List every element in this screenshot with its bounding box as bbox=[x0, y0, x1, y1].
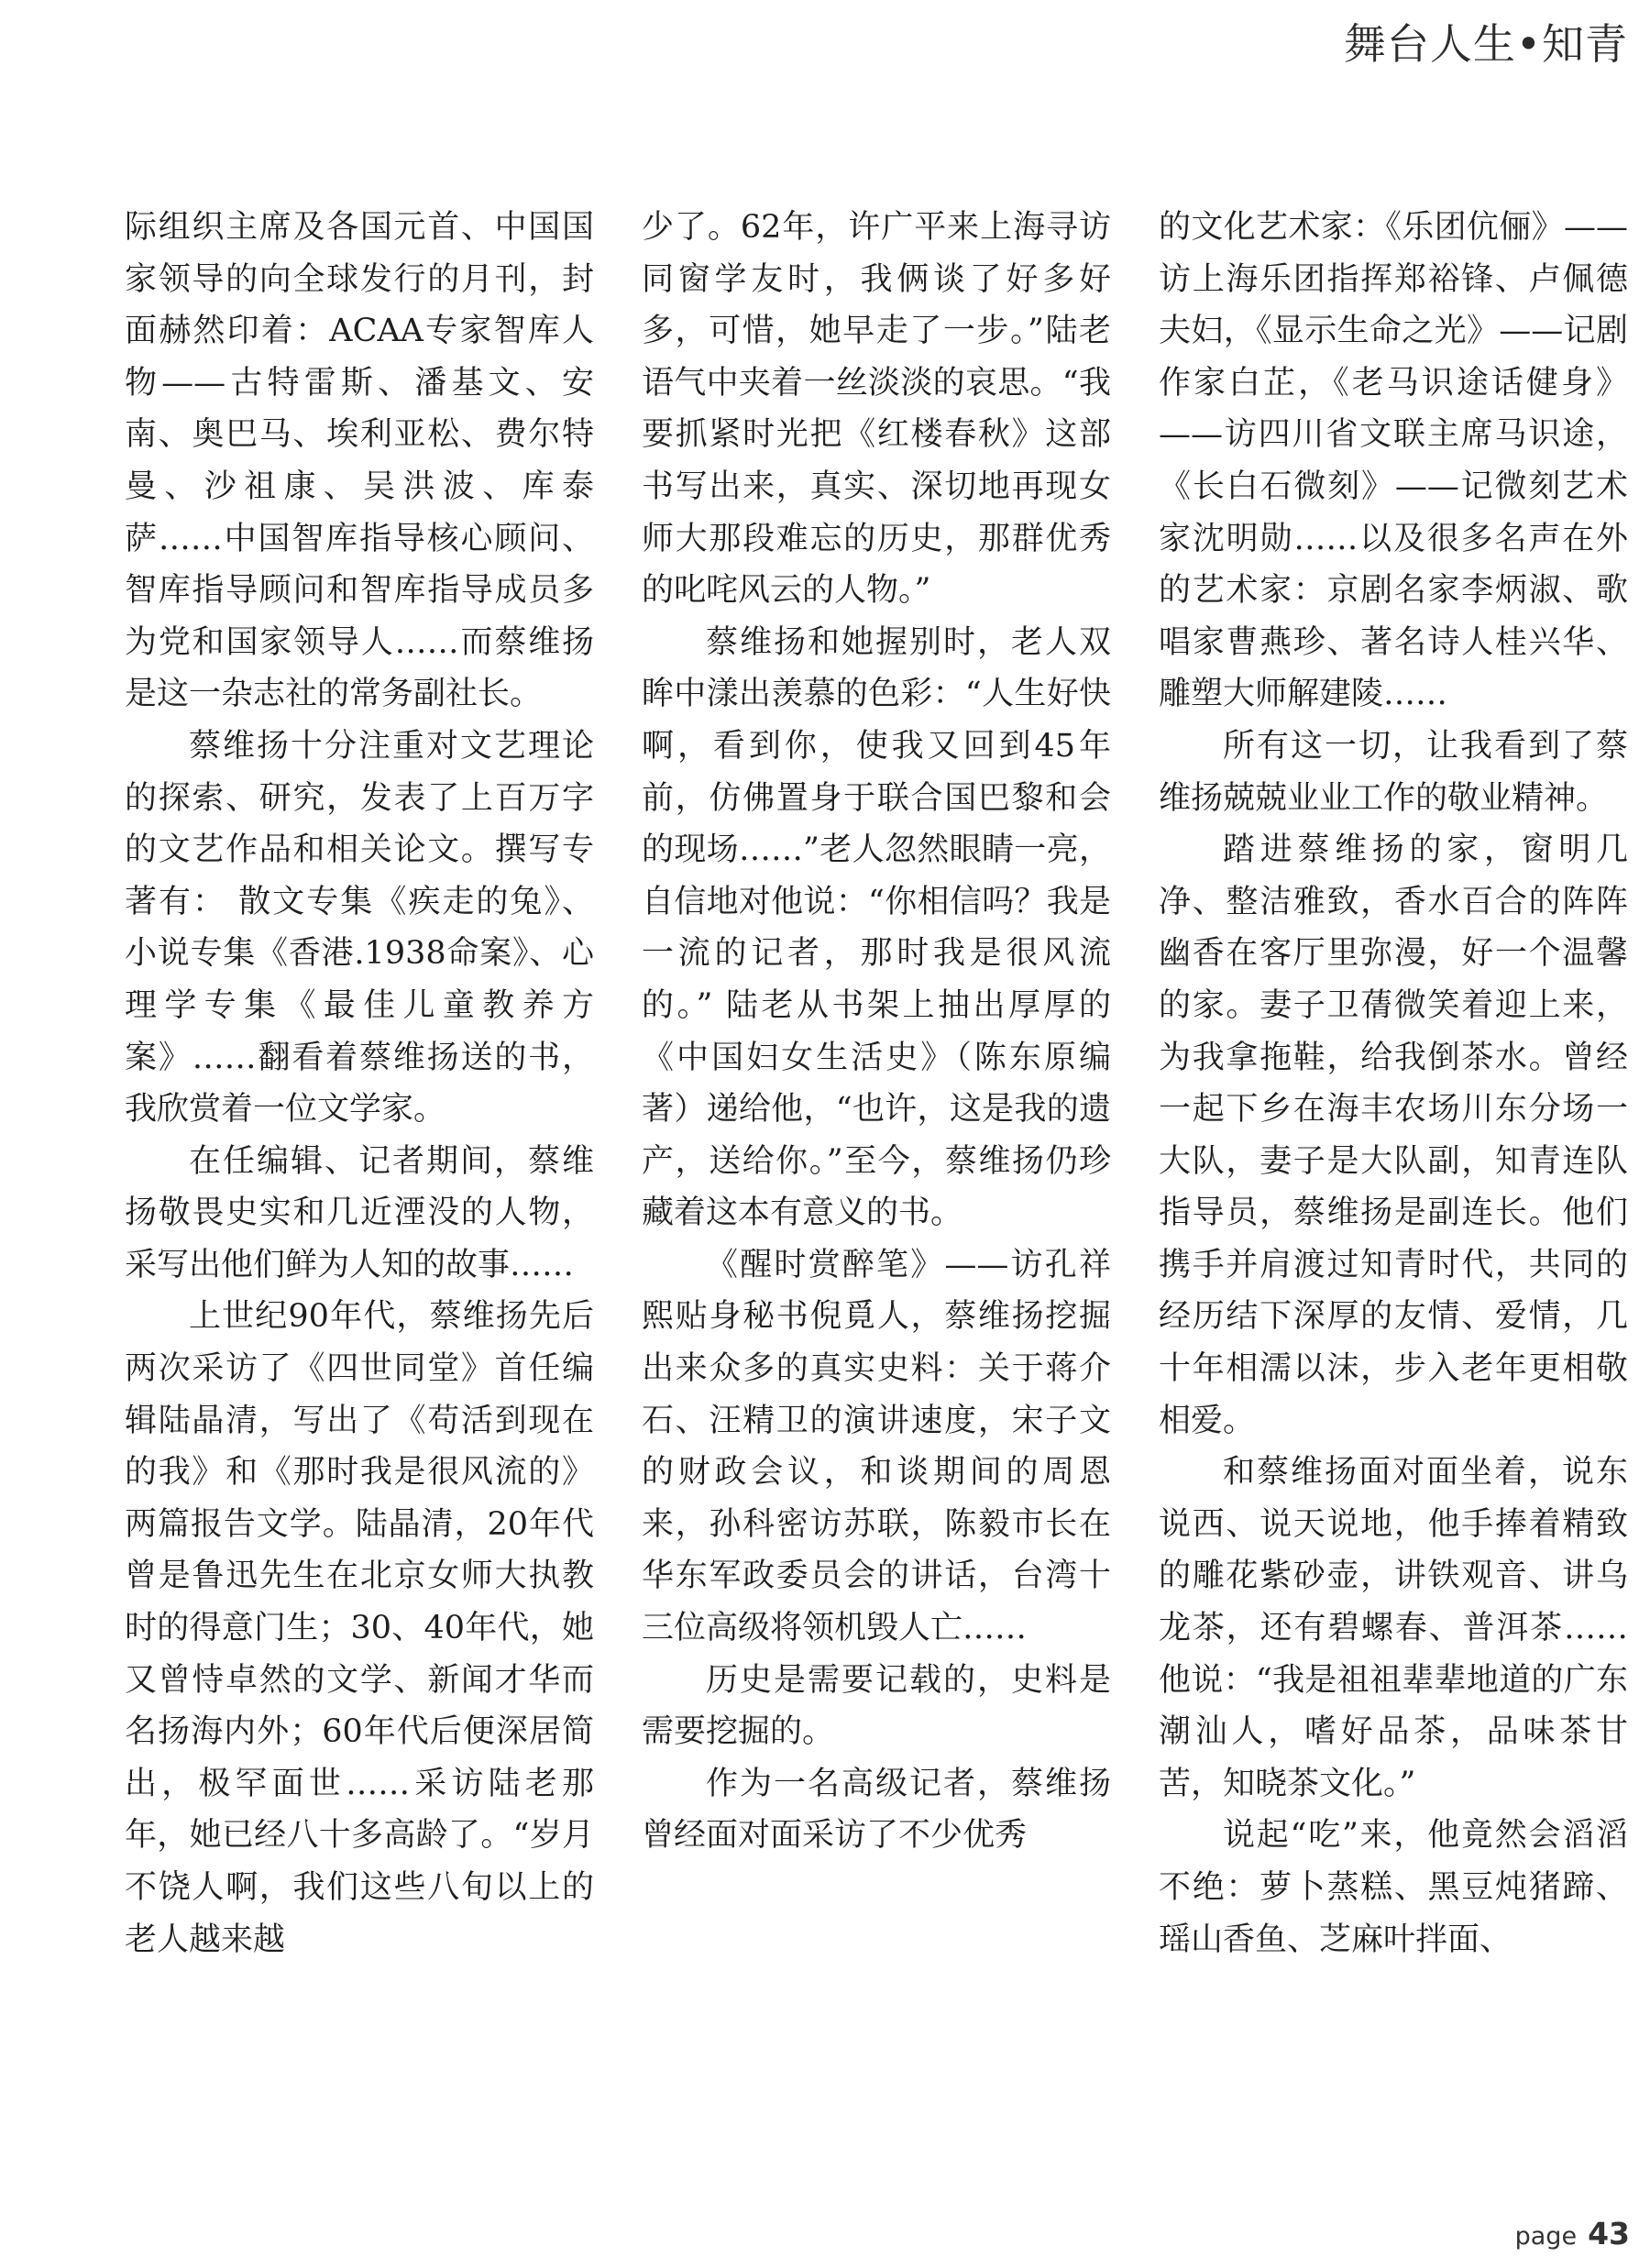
paragraph: 踏进蔡维扬的家，窗明几净、整洁雅致，香水百合的阵阵幽香在客厅里弥漫，好一个温馨的家。妻子卫蒨微笑着迎上来，为我拿拖鞋，给我倒茶水。曾经一起下乡在海丰农场川东分场一大队，妻子是大队副，知青连队指导员，蔡维扬是副连长。他们携手并肩渡过知青时代，共同的经历结下深厚的友情、爱情，几十年相濡以沫，步入老年更相敬相爱。 bbox=[1159, 831, 1628, 1439]
paragraph: 《醒时赏醉笔》——访孔祥熙贴身秘书倪覓人，蔡维扬挖掘出来众多的真实史料：关于蒋介石、汪精卫的演讲速度，宋子文的财政会议，和谈期间的周恩来，孙科密访苏联，陈毅市长在华东军政委员会的讲话，台湾十三位高级将领机毁人亡…… bbox=[642, 1246, 1111, 1647]
paragraph: 少了。62年，许广平来上海寻访同窗学友时，我俩谈了好多好多，可惜，她早走了一步。”陆老语气中夹着一丝淡淡的哀思。“我要抓紧时光把《红楼春秋》这部书写出来，真实、深切地再现女师大那段难忘的历史，那群优秀的叱咤风云的人物。” bbox=[642, 209, 1111, 610]
text-column-2 bbox=[642, 202, 1111, 1862]
paragraph: 和蔡维扬面对面坐着，说东说西、说天说地，他手捧着精致的雕花紫砂壶，讲铁观音、讲乌龙茶，还有碧螺春、普洱茶……他说：“我是祖祖辈辈地道的广东潮汕人，嗜好品茶，品味茶甘苦，知晓茶文化。” bbox=[1159, 1454, 1628, 1802]
paragraph: 的文化艺术家：《乐团伉俪》——访上海乐团指挥郑裕锋、卢佩德夫妇，《显示生命之光》——记剧作家白芷，《老马识途话健身》——访四川省文联主席马识途，《长白石微刻》——记微刻艺术家沈明勋……以及很多名声在外的艺术家：京剧名家李炳淑、歌唱家曹燕珍、著名诗人桂兴华、雕塑大师解建陵…… bbox=[1159, 209, 1628, 713]
text-column-3 bbox=[1159, 202, 1628, 1965]
paragraph: 蔡维扬十分注重对文艺理论的探索、研究，发表了上百万字的文艺作品和相关论文。撰写专著有： 散文专集《疾走的兔》、小说专集《香港.1938命案》、心理学专集《最佳儿童教养方案》……翻看着蔡维扬送的书，我欣赏着一位文学家。 bbox=[125, 727, 594, 1128]
paragraph: 说起“吃”来，他竟然会滔滔不绝：萝卜蒸糕、黑豆炖猪蹄、瑶山香鱼、芝麻叶拌面、 bbox=[1159, 1817, 1628, 1958]
page-number: 43 bbox=[1588, 2216, 1630, 2251]
page-word: page bbox=[1514, 2222, 1578, 2251]
paragraph: 际组织主席及各国元首、中国国家领导的向全球发行的月刊，封面赫然印着：ACAA专家智库人物——古特雷斯、潘基文、安南、奥巴马、埃利亚松、费尔特曼、沙祖康、吴洪波、库泰萨……中国智库指导核心顾问、智库指导顾问和智库指导成员多为党和国家领导人……而蔡维扬是这一杂志社的常务副社长。 bbox=[125, 209, 594, 713]
text-column-1 bbox=[125, 202, 594, 1965]
paragraph: 作为一名高级记者，蔡维扬曾经面对面采访了不少优秀 bbox=[642, 1765, 1111, 1855]
paragraph: 上世纪90年代，蔡维扬先后两次采访了《四世同堂》首任编辑陆晶清，写出了《苟活到现在的我》和《那时我是很风流的》两篇报告文学。陆晶清，20年代曾是鲁迅先生在北京女师大执教时的得意门生；30、40年代，她又曾恃卓然的文学、新闻才华而名扬海内外；60年代后便深居简出，极罕面世……采访陆老那年，她已经八十多高龄了。“岁月不饶人啊，我们这些八旬以上的老人越来越 bbox=[125, 1298, 594, 1958]
paragraph: 蔡维扬和她握别时，老人双眸中漾出羡慕的色彩：“人生好快啊，看到你，使我又回到45年前，仿佛置身于联合国巴黎和会的现场……”老人忽然眼睛一亮，自信地对他说：“你相信吗？我是一流的记者，那时我是很风流的。” 陆老从书架上抽出厚厚的《中国妇女生活史》（陈东原编著）递给他，“也许，这是我的遗产，送给你。”至今，蔡维扬仍珍藏着这本有意义的书。 bbox=[642, 623, 1111, 1232]
paragraph: 在任编辑、记者期间，蔡维扬敬畏史实和几近湮没的人物，采写出他们鲜为人知的故事…… bbox=[125, 1142, 594, 1283]
paragraph: 所有这一切，让我看到了蔡维扬兢兢业业工作的敬业精神。 bbox=[1159, 727, 1628, 817]
page-footer bbox=[1515, 2216, 1630, 2251]
section-label: 舞台人生•知青 bbox=[1343, 19, 1628, 69]
paragraph: 历史是需要记载的，史料是需要挖掘的。 bbox=[642, 1661, 1111, 1751]
